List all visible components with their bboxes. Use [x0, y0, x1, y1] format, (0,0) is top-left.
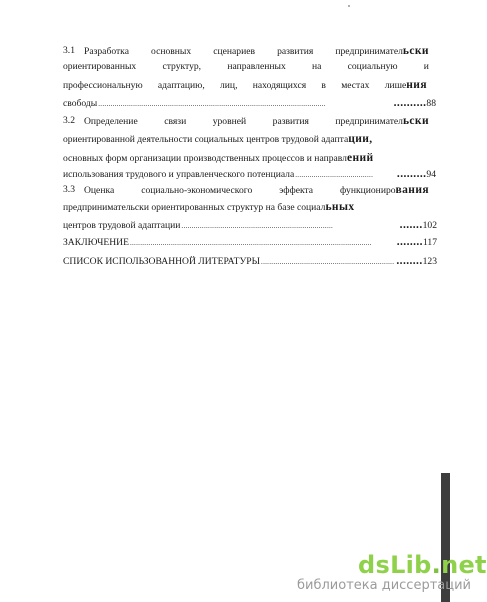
- dot-leader: ......................................................................................................................: [129, 239, 372, 247]
- toc-line-row: [63, 218, 437, 233]
- dot-leader: ......................................: [295, 171, 374, 179]
- dot-leader-bold: ..........: [393, 97, 427, 109]
- section-number: 3.3: [63, 184, 75, 195]
- toc-entry-3-2-line-1: [0, 114, 450, 128]
- dslib-logo: dsLib.net: [358, 551, 487, 579]
- toc-line-row: [84, 183, 429, 198]
- toc-word: функционирования: [340, 184, 429, 196]
- section-number: 3.2: [63, 115, 75, 126]
- toc-entry-3-1-line-1: [0, 44, 450, 58]
- toc-line-row: [63, 200, 429, 215]
- toc-entry-3-3-line-3: [0, 218, 450, 232]
- toc-page-number: 102: [422, 220, 437, 231]
- toc-page-number: 88: [426, 98, 436, 109]
- watermark-caption: библиотека диссертаций: [297, 578, 471, 593]
- dot-leader-bold: .........: [396, 168, 427, 180]
- toc-entry-3-2-line-2: [0, 132, 450, 146]
- toc-word: развития: [272, 116, 309, 127]
- toc-word: в: [321, 80, 326, 91]
- toc-line-row: [63, 60, 429, 74]
- toc-word: социально-экономического: [141, 185, 253, 196]
- toc-word: предпринимательски: [335, 115, 429, 127]
- dot-leader-bold: ........: [396, 236, 423, 248]
- toc-word: ориентированных: [63, 61, 137, 72]
- toc-word: предпринимательски: [335, 45, 429, 57]
- toc-word: лишения: [384, 79, 427, 91]
- toc-entry-conclusion: [0, 235, 450, 249]
- scan-speck: [348, 5, 350, 7]
- toc-entry-3-1-line-4: [0, 96, 450, 110]
- dot-leader-bold: .......: [399, 219, 423, 231]
- toc-entry-references: [0, 254, 450, 268]
- toc-word: на: [311, 61, 322, 72]
- toc-word: структур,: [162, 61, 202, 72]
- toc-page-number: 123: [422, 256, 437, 267]
- toc-word: адаптацию,: [157, 80, 205, 91]
- toc-word: находящихся: [252, 80, 307, 91]
- toc-word: развития: [277, 46, 314, 57]
- toc-word: Определение: [84, 116, 138, 127]
- toc-line-row: [63, 78, 427, 93]
- dot-leader: ..........................................................................: [181, 222, 334, 230]
- toc-entry-text: ЗАКЛЮЧЕНИЕ: [63, 237, 129, 248]
- toc-word: социальную: [347, 61, 398, 72]
- toc-entry-text: центров трудовой адаптации: [63, 220, 181, 231]
- toc-word: уровней: [212, 116, 247, 127]
- toc-word: Разработка: [84, 46, 129, 57]
- toc-line-row: [84, 114, 429, 129]
- dot-leader: ...............................................................................................................: [98, 100, 326, 108]
- toc-word: эффекта: [279, 185, 314, 196]
- section-number: 3.1: [63, 45, 75, 56]
- toc-page-number: 117: [422, 237, 437, 248]
- toc-word: профессиональную: [63, 80, 143, 91]
- toc-word: Оценка: [84, 185, 115, 196]
- toc-word: и: [423, 61, 429, 72]
- toc-entry-text: предпринимательски ориентированных структур на базе социальных: [63, 201, 355, 213]
- toc-entry-text: основных форм организации производственных процессов и направлений: [63, 152, 374, 164]
- toc-entry-text: свободы: [63, 98, 98, 109]
- toc-word: лиц,: [220, 80, 238, 91]
- toc-line-row: [63, 235, 437, 250]
- toc-line-row: [63, 151, 429, 166]
- toc-entry-text: СПИСОК ИСПОЛЬЗОВАННОЙ ЛИТЕРАТУРЫ: [63, 256, 261, 267]
- toc-entry-text: ориентированной деятельности социальных центров трудовой адаптации,: [63, 133, 373, 145]
- toc-word: связи: [164, 116, 187, 127]
- toc-page-number: 94: [426, 169, 436, 180]
- toc-entry-text: использования трудового и управленческого потенциала: [63, 169, 295, 180]
- toc-word: местах: [341, 80, 370, 91]
- toc-entry-3-3-line-1: [0, 183, 450, 197]
- toc-entry-3-2-line-4: [0, 167, 450, 181]
- toc-line-row: [63, 167, 436, 182]
- dot-leader: .................................................................: [261, 258, 395, 266]
- toc-entry-3-1-line-2: [0, 60, 450, 74]
- dot-leader-bold: ........: [396, 255, 423, 267]
- toc-line-row: [63, 132, 429, 147]
- toc-entry-3-1-line-3: [0, 78, 450, 92]
- toc-word: сценариев: [213, 46, 255, 57]
- toc-line-row: [63, 96, 436, 111]
- toc-line-row: [63, 254, 437, 269]
- toc-entry-3-3-line-2: [0, 200, 450, 214]
- toc-word: основных: [151, 46, 192, 57]
- toc-word: направленных: [227, 61, 286, 72]
- toc-entry-3-2-line-3: [0, 151, 450, 165]
- toc-line-row: [84, 44, 429, 59]
